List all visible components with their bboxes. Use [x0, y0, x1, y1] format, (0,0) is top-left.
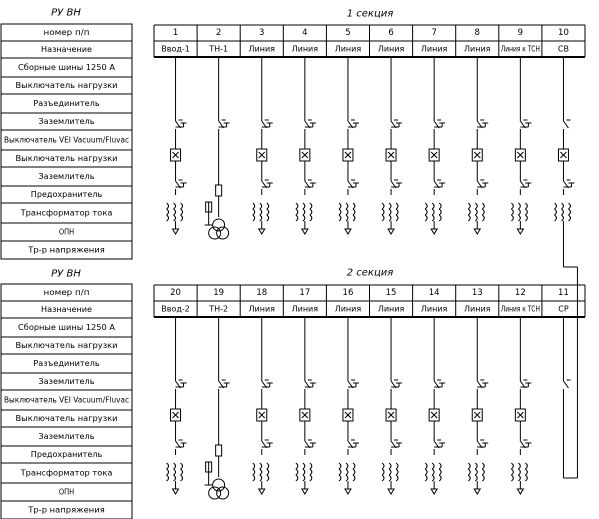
row-label: Разъединитель	[33, 99, 100, 108]
row-label: Разъединитель	[33, 359, 100, 368]
cell-number: 15	[385, 288, 397, 298]
current-transformer-icon	[339, 203, 355, 221]
current-transformer-icon	[339, 463, 355, 481]
cell-number: 1	[172, 28, 179, 38]
cell-line	[296, 317, 316, 494]
surge-arrester-icon	[388, 229, 394, 234]
surge-arrester-icon	[302, 229, 308, 234]
cell-name: Ввод-1	[161, 44, 190, 54]
cell-name: Линия	[248, 304, 275, 314]
row-label: Трансформатор тока	[19, 208, 113, 218]
cell-name: Линия	[464, 44, 491, 54]
row-label: Заземлитель	[38, 432, 95, 441]
row-label: Сборные шины 1250 А	[18, 63, 116, 72]
cell-number: 19	[213, 288, 225, 298]
section-2	[1, 268, 585, 519]
surge-arrester-icon	[302, 489, 308, 494]
row-label: Трансформатор тока	[19, 468, 113, 478]
cell-name: Линия	[291, 304, 319, 314]
cell-header-grid	[154, 285, 585, 317]
cell-number: 18	[256, 288, 268, 298]
cell-number: 17	[299, 288, 311, 298]
row-label: Заземлитель	[38, 117, 95, 126]
current-transformer-icon	[382, 463, 398, 481]
row-label: Выключатель VEI Vacuum/Fluvac	[4, 395, 129, 405]
row-label: Выключатель нагрузки	[15, 154, 118, 163]
ru-label: РУ ВН	[51, 7, 81, 19]
row-label: Тр-р напряжения	[27, 505, 105, 515]
row-label: номер п/п	[43, 28, 90, 37]
current-transformer-icon	[554, 203, 570, 221]
row-label: Назначение	[41, 305, 93, 314]
cell-name: Ввод-2	[161, 304, 190, 314]
row-label: Предохранитель	[30, 450, 103, 459]
surge-arrester-icon	[259, 229, 265, 234]
surge-arrester-icon	[431, 489, 437, 494]
row-label: Заземлитель	[38, 377, 95, 386]
row-label: Тр-р напряжения	[27, 245, 105, 255]
cell-number: 12	[514, 288, 526, 298]
surge-arrester-icon	[173, 489, 179, 494]
cell-name: Линия к ТСН	[500, 304, 540, 314]
cell-tn	[205, 57, 230, 239]
cell-name: СВ	[557, 44, 569, 54]
cell-number: 8	[474, 28, 480, 38]
row-label: Заземлитель	[38, 172, 95, 181]
cell-sr	[563, 317, 570, 478]
row-label: Выключатель нагрузки	[15, 81, 118, 90]
row-label: номер п/п	[43, 288, 90, 297]
load-switch-blade	[563, 121, 568, 128]
cell-number: 7	[431, 28, 437, 38]
row-label: Предохранитель	[30, 190, 103, 199]
row-label: Выключатель VEI Vacuum/Fluvac	[4, 135, 129, 145]
surge-arrester-icon	[431, 229, 437, 234]
cell-line	[468, 317, 488, 494]
cell-name: Линия	[464, 304, 491, 314]
ru-label: РУ ВН	[51, 268, 81, 280]
cell-sv	[554, 57, 577, 478]
cell-name: Линия	[420, 304, 448, 314]
row-label: Назначение	[41, 45, 93, 54]
cell-line	[425, 57, 445, 234]
row-label-table	[1, 284, 132, 519]
surge-arrester-icon	[259, 489, 265, 494]
cell-tn	[205, 317, 230, 499]
surge-arrester-icon	[517, 229, 523, 234]
current-transformer-icon	[296, 203, 312, 221]
current-transformer-icon	[167, 203, 183, 221]
cell-line	[425, 317, 445, 494]
cell-number: 11	[558, 288, 569, 298]
cell-number: 20	[170, 288, 181, 298]
surge-arrester-icon	[517, 489, 523, 494]
current-transformer-icon	[253, 203, 269, 221]
cell-line	[253, 57, 273, 234]
cell-line	[511, 57, 531, 234]
cell-number: 3	[259, 28, 265, 38]
cell-vvod	[167, 317, 187, 494]
current-transformer-icon	[511, 463, 527, 481]
cell-number: 10	[558, 28, 569, 38]
row-label: ОПН	[58, 227, 75, 237]
fuse-icon	[216, 185, 222, 196]
cell-line	[382, 57, 402, 234]
cell-name: Линия к ТСН	[500, 44, 540, 54]
section-title: 1 секция	[346, 8, 394, 20]
current-transformer-icon	[253, 463, 269, 481]
cell-number: 14	[428, 288, 440, 298]
surge-arrester-icon	[388, 489, 394, 494]
cell-name: Линия	[334, 304, 362, 314]
cell-name: ТН-2	[209, 304, 229, 314]
cell-number: 9	[517, 28, 524, 38]
cell-name: ТН-1	[209, 44, 229, 54]
cell-name: Линия	[291, 44, 319, 54]
cell-name: Линия	[377, 304, 405, 314]
cell-name: Линия	[248, 44, 275, 54]
cell-line	[339, 317, 359, 494]
fuse-icon	[216, 445, 222, 456]
surge-arrester-icon	[345, 489, 351, 494]
surge-arrester-icon	[173, 229, 179, 234]
current-transformer-icon	[296, 463, 312, 481]
current-transformer-icon	[468, 203, 484, 221]
cell-name: Линия	[334, 44, 362, 54]
current-transformer-icon	[382, 203, 398, 221]
cell-number: 5	[345, 28, 351, 38]
cell-line	[511, 317, 531, 494]
row-label: Выключатель нагрузки	[15, 414, 118, 423]
disconnector-blade	[563, 381, 568, 388]
cell-name: Линия	[377, 44, 405, 54]
current-transformer-icon	[425, 203, 441, 221]
cell-line	[382, 317, 402, 494]
cell-number: 13	[471, 288, 483, 298]
cell-number: 16	[342, 288, 354, 298]
section-1	[1, 8, 585, 479]
current-transformer-icon	[425, 463, 441, 481]
row-label-table	[1, 24, 132, 259]
row-label: ОПН	[58, 487, 75, 497]
cell-name: Линия	[420, 44, 448, 54]
surge-arrester-icon	[474, 489, 480, 494]
cell-vvod	[167, 57, 187, 234]
cell-line	[339, 57, 359, 234]
cell-number: 4	[302, 28, 308, 38]
current-transformer-icon	[511, 203, 527, 221]
cell-line	[468, 57, 488, 234]
row-label: Выключатель нагрузки	[15, 341, 118, 350]
current-transformer-icon	[167, 463, 183, 481]
current-transformer-icon	[468, 463, 484, 481]
cell-line	[253, 317, 273, 494]
cell-number: 6	[388, 28, 394, 38]
cell-header-grid	[154, 25, 585, 57]
section-title: 2 секция	[346, 267, 394, 279]
cell-number: 2	[215, 28, 222, 38]
row-label: Сборные шины 1250 А	[18, 323, 116, 332]
surge-arrester-icon	[345, 229, 351, 234]
cell-name: СР	[558, 304, 569, 314]
cell-line	[296, 57, 316, 234]
surge-arrester-icon	[474, 229, 480, 234]
